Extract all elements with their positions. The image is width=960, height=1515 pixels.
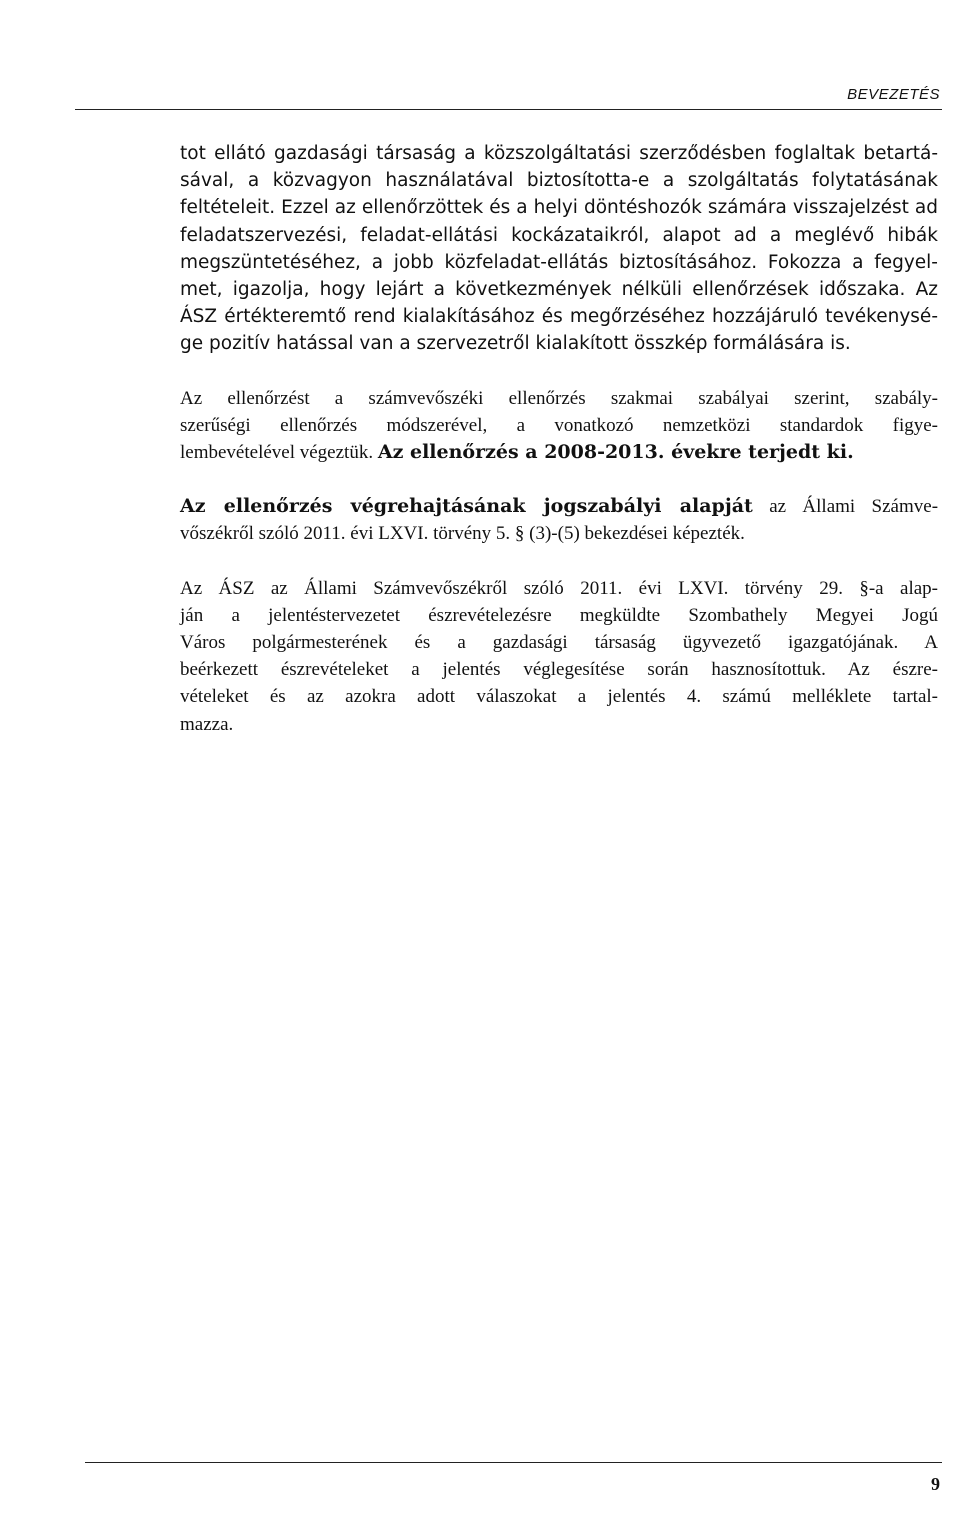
running-header: BEVEZETÉS: [847, 86, 940, 103]
text-segment: lembevételével végeztük.: [180, 442, 374, 464]
header-rule: [75, 109, 942, 110]
text-line: [180, 493, 938, 520]
bold-statement: Az ellenőrzés végrehajtásának jogszabályi alapját: [180, 495, 753, 518]
text-line: Az ÁSZ az Állami Számvevőszékről szóló 2011. évi LXVI. törvény 29. §-a alap-: [180, 577, 938, 599]
footer-rule: [85, 1462, 942, 1463]
text-line: [180, 439, 938, 466]
text-line: tot ellátó gazdasági társaság a közszolgáltatási szerződésben foglaltak betartá-: [180, 143, 938, 164]
text-line: Város polgármesterének és a gazdasági társaság ügyvezető igazgatójának. A: [180, 632, 938, 654]
text-line: sával, a közvagyon használatával biztosította-e a szolgáltatás folytatásának: [180, 170, 938, 192]
paragraph-2: [180, 385, 938, 467]
bold-statement: Az ellenőrzés a 2008-2013. évekre terjedt ki.: [377, 441, 854, 464]
text-line: ÁSZ értékteremtő rend kialakításához és megőrzéséhez hozzájáruló tevékenysé-: [180, 306, 938, 328]
text-segment: az Állami Számve-: [769, 496, 939, 518]
text-line: ge pozitív hatással van a szervezetről kialakított összkép formálására is.: [180, 333, 851, 355]
page-number: 9: [931, 1474, 940, 1494]
text-line: ján a jelentéstervezetet észrevételezésre megküldte Szombathely Megyei Jogú: [180, 604, 938, 626]
body-text: [180, 140, 938, 765]
paragraph-4: [180, 575, 938, 738]
text-line: met, igazolja, hogy lejárt a következmények nélküli ellenőrzések időszaka. Az: [180, 279, 938, 301]
text-line: feladatszervezési, feladat-ellátási kockázataikról, alapot ad a meglévő hibák: [180, 224, 938, 246]
text-line: vételeket és az azokra adott válaszokat a jelentés 4. számú melléklete tartal-: [180, 686, 938, 708]
text-line: megszüntetéséhez, a jobb közfeladat-ellátás biztosításához. Fokozza a fegyel-: [180, 251, 938, 273]
text-line: feltételeit. Ezzel az ellenőrzöttek és a helyi döntéshozók számára visszajelzést ad: [180, 197, 938, 219]
text-line: beérkezett észrevételeket a jelentés véglegesítése során hasznosítottuk. Az észre-: [180, 659, 938, 681]
text-line: szerűségi ellenőrzés módszerével, a vonatkozó nemzetközi standardok figye-: [180, 414, 938, 436]
text-line: vőszékről szóló 2011. évi LXVI. törvény 5. § (3)-(5) bekezdései képezték.: [180, 523, 745, 545]
paragraph-3: [180, 493, 938, 547]
text-line: mazza.: [180, 713, 234, 735]
text-line: Az ellenőrzést a számvevőszéki ellenőrzés szakmai szabályai szerint, szabály-: [180, 387, 938, 409]
paragraph-1: [180, 140, 938, 358]
